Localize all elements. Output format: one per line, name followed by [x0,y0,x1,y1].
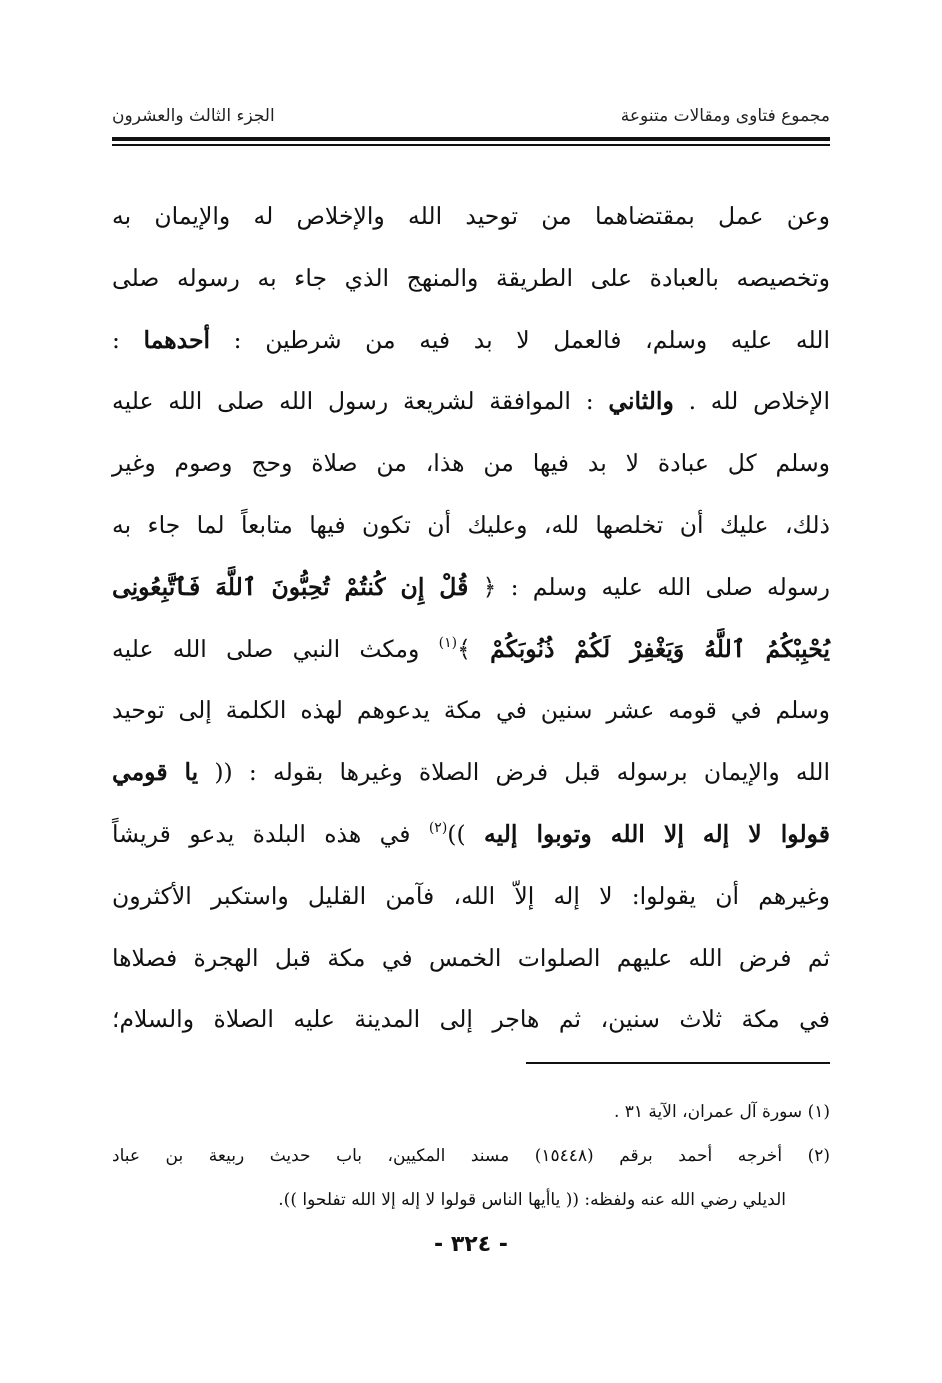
quran-verse: يُحْبِبْكُمُ ٱللَّهُ وَيَغْفِرْ لَكُمْ ذُنُوبَكُمْ [490,634,830,663]
footnote-separator [526,1062,830,1064]
quran-verse: قُلْ إِن كُنتُمْ تُحِبُّونَ ٱللَّهَ فَٱتَّبِعُونِى [112,572,469,601]
text-line [112,371,830,433]
footnote-1: (١) سورة آل عمران، الآية ٣١ . [613,1102,830,1122]
text-span: ذلك، عليك أن تخلصها لله، وعليك أن تكون فيها متابعاً لما جاء به [112,510,830,539]
footnote-ref: (١) [438,634,458,651]
text-span: : [112,325,120,354]
footnote-ref: (٢) [428,819,448,836]
book-title: مجموع فتاوى ومقالات متنوعة [620,106,830,126]
bold-term: والثاني [608,387,674,416]
volume-label: الجزء الثالث والعشرون [112,106,275,126]
footnote-2-line-2: الديلي رضي الله عنه ولفظه: (( ياأيها الناس قولوا لا إله إلا الله تفلحوا )). [278,1190,786,1210]
text-span: في مكة ثلاث سنين، ثم هاجر إلى المدينة عليه الصلاة والسلام؛ [112,1005,830,1034]
text-line [112,619,830,681]
text-span: في هذه البلدة يدعو قريشاً [112,819,411,848]
page-header [112,96,830,126]
text-span: الله عليه وسلم، فالعمل لا بد فيه من شرطين : [233,325,830,354]
main-text [112,186,830,1051]
text-line [112,248,830,310]
text-line [112,804,830,866]
text-line [112,989,830,1051]
page-number: - ٣٢٤ - [434,1232,508,1257]
text-span: رسوله صلى الله عليه وسلم : ﴿ [482,572,830,601]
text-line [112,557,830,619]
hadith-quote: يا قومي [112,758,199,787]
text-span: وتخصيصه بالعبادة على الطريقة والمنهج الذي جاء به رسوله صلى [112,263,830,292]
header-rule-thin [112,144,830,146]
text-span: ﴾ [457,634,471,663]
hadith-quote: قولوا لا إله إلا الله وتوبوا إليه [484,819,830,848]
text-line [112,680,830,742]
text-span: وعن عمل بمقتضاهما من توحيد الله والإخلاص له والإيمان به [112,202,830,230]
text-line [112,742,830,804]
text-span: ومكث النبي صلى الله عليه [112,634,420,663]
text-line [112,866,830,928]
text-span: الإخلاص لله . [688,387,830,416]
text-line [112,928,830,990]
text-line [112,310,830,372]
text-span: : الموافقة لشريعة رسول الله صلى الله عليه [112,387,594,416]
text-span: وسلم في قومه عشر سنين في مكة يدعوهم لهذه الكلمة إلى توحيد [112,696,830,725]
bold-term: أحدهما [143,325,211,354]
text-span: الله والإيمان برسوله قبل فرض الصلاة وغيرها بقوله : (( [214,758,830,787]
text-span: ثم فرض الله عليهم الصلوات الخمس في مكة قبل الهجرة فصلاها [112,943,830,972]
text-line [112,495,830,557]
text-line [112,186,830,248]
text-span: وغيرهم أن يقولوا: لا إله إلاّ الله، فآمن القليل واستكبر الأكثرون [112,881,830,910]
footnote-2-line-1: (٢) أخرجه أحمد برقم (١٥٤٤٨) مسند المكيين، باب حديث ربيعة بن عباد [112,1146,830,1166]
text-span: )) [447,819,466,848]
header-rule-thick [112,137,830,141]
text-span: وسلم كل عبادة لا بد فيها من هذا، من صلاة وحج وصوم وغير [112,449,830,478]
footnotes [112,1090,830,1222]
text-line [112,433,830,495]
